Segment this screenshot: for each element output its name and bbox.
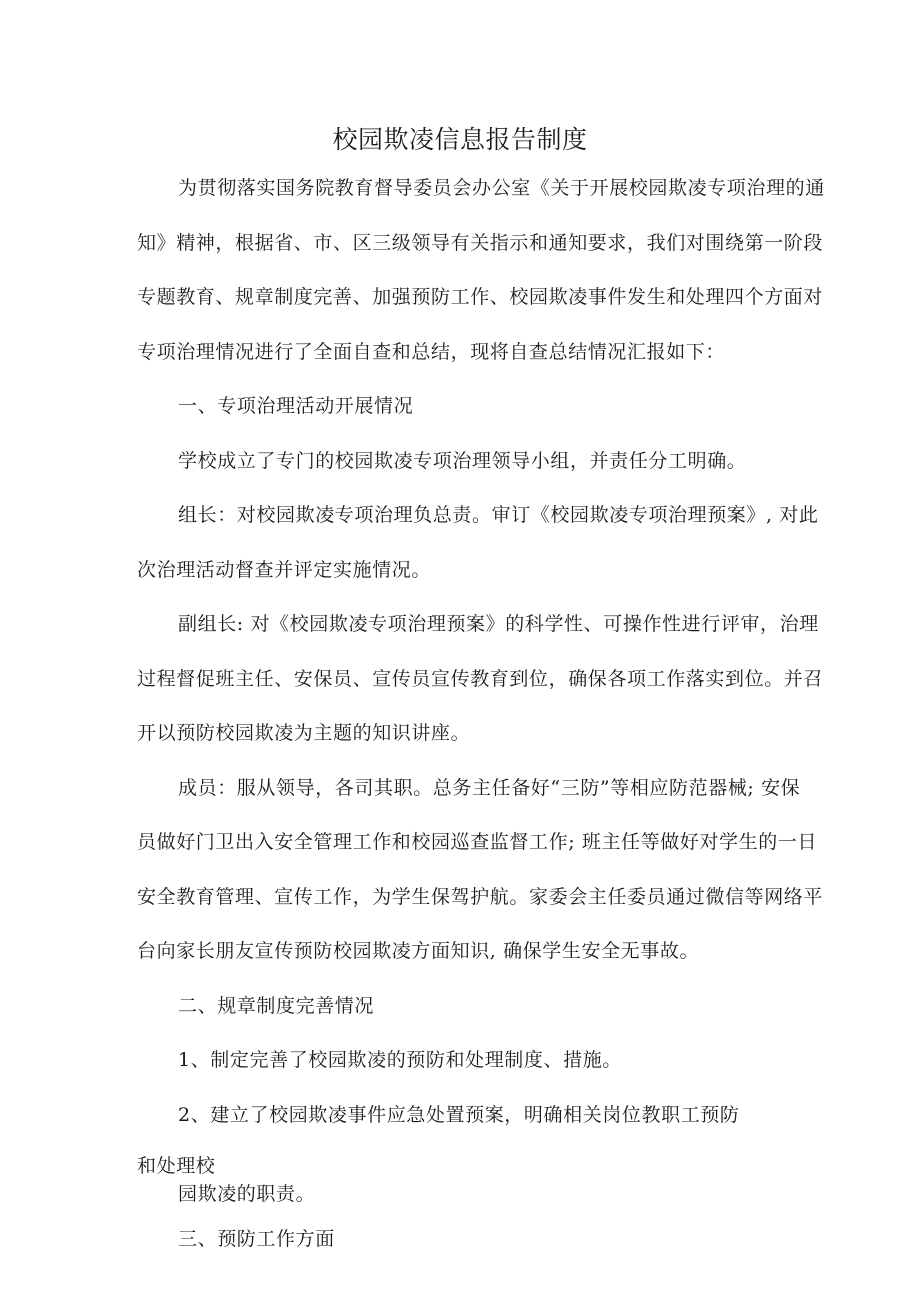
- members-line-2: 员做好门卫出入安全管理工作和校园巡查监督工作; 班主任等做好对学生的一日: [137, 831, 818, 853]
- members-line-3: 安全教育管理、宣传工作，为学生保驾护航。家委会主任委员通过微信等网络平: [137, 886, 824, 908]
- intro-line-1: 为贯彻落实国务院教育督导委员会办公室《关于开展校园欺凌专项治理的通: [178, 177, 825, 199]
- section-2-item-2-wrap: 和处理校: [137, 1155, 216, 1177]
- deputy-line-3: 开以预防校园欺凌为主题的知识讲座。: [137, 722, 471, 744]
- leader-line-2: 次治理活动督查并评定实施情况。: [137, 559, 432, 581]
- intro-line-3: 专题教育、规章制度完善、加强预防工作、校园欺凌事件发生和处理四个方面对: [137, 286, 824, 308]
- deputy-line-2: 过程督促班主任、安保员、宣传员宣传教育到位，确保各项工作落实到位。并召: [137, 668, 824, 690]
- leader-line-1: 组长：对校园欺凌专项治理负总责。审订《校园欺凌专项治理预案》, 对此: [178, 504, 819, 526]
- section-2-item-2-continued: 园欺凌的职责。: [178, 1183, 316, 1205]
- members-line-1: 成员：服从领导，各司其职。总务主任备好“三防”等相应防范器械; 安保: [178, 777, 801, 799]
- members-line-4: 台向家长朋友宣传预防校园欺凌方面知识, 确保学生安全无事故。: [137, 940, 700, 962]
- document-title: 校园欺凌信息报告制度: [332, 125, 588, 154]
- section-1-heading: 一、专项治理活动开展情况: [178, 395, 414, 417]
- deputy-line-1: 副组长: 对《校园欺凌专项治理预案》的科学性、可操作性进行评审，治理: [178, 613, 819, 635]
- section-2-heading: 二、规章制度完善情况: [178, 995, 375, 1017]
- intro-line-2: 知》精神，根据省、市、区三级领导有关指示和通知要求，我们对围绕第一阶段: [137, 232, 824, 254]
- intro-line-4: 专项治理情况进行了全面自查和总结，现将自查总结情况汇报如下：: [137, 341, 726, 363]
- section-3-heading: 三、预防工作方面: [178, 1228, 335, 1250]
- section-2-item-2: 2、建立了校园欺凌事件应急处置预案，明确相关岗位教职工预防: [178, 1104, 740, 1126]
- section-1-intro: 学校成立了专门的校园欺凌专项治理领导小组，并责任分工明确。: [178, 450, 747, 472]
- section-2-item-1: 1、制定完善了校园欺凌的预防和处理制度、措施。: [178, 1049, 622, 1071]
